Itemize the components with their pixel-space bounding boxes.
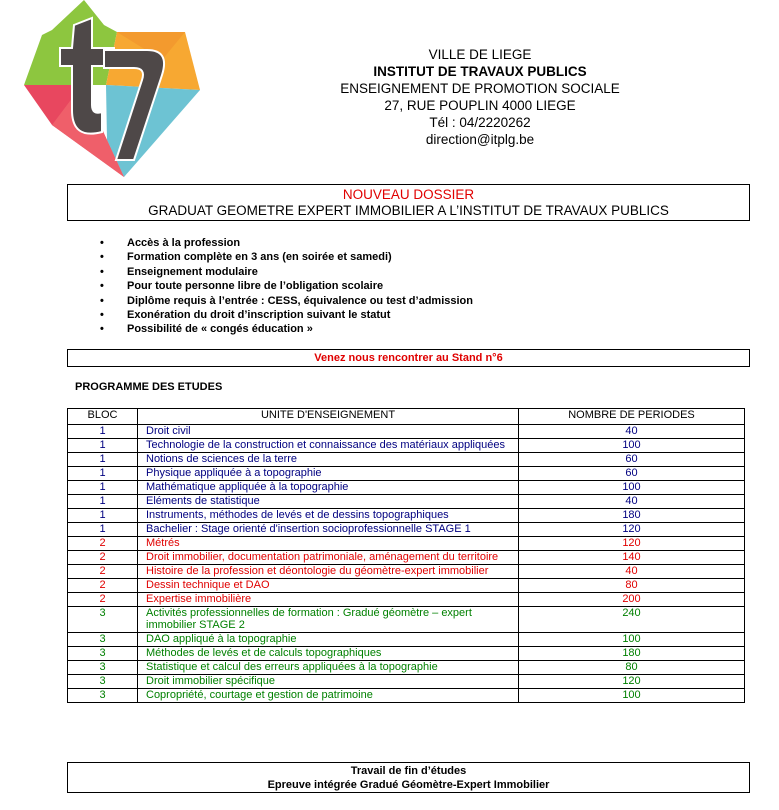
unit-cell: Statistique et calcul des erreurs appliquées à la topographie [138,661,519,675]
table-row [68,453,745,467]
bullet-icon: • [100,323,104,336]
bloc-cell: 3 [68,661,138,675]
bullet-icon: • [100,280,104,293]
list-item: • Pour toute personne libre de l’obligation scolaire [100,280,384,293]
bloc-cell: 1 [68,523,138,537]
table-row [68,579,745,593]
phone: Tél : 04/2220262 [429,115,531,130]
bloc-cell: 1 [68,509,138,523]
periods-cell: 40 [519,565,745,579]
bloc-cell: 1 [68,439,138,453]
table-row [68,607,745,633]
table-row [68,565,745,579]
unit-cell: Histoire de la profession et déontologie du géomètre-expert immobilier [138,565,519,579]
unit-cell: Expertise immobilière [138,593,519,607]
unit-cell: Bachelier : Stage orienté d'insertion socioprofessionnelle STAGE 1 [138,523,519,537]
bloc-cell: 1 [68,495,138,509]
unit-cell: Méthodes de levés et de calculs topographiques [138,647,519,661]
unit-cell: Droit immobilier, documentation patrimoniale, aménagement du territoire [138,551,519,565]
table-row [68,425,745,439]
table-row [68,467,745,481]
bullet-icon: • [100,294,104,307]
unit-cell: Technologie de la construction et connaissance des matériaux appliquées [138,439,519,453]
bullet-icon: • [100,251,104,264]
bloc-cell: 2 [68,579,138,593]
header-unit: UNITE D'ENSEIGNEMENT [138,409,519,425]
bloc-cell: 3 [68,689,138,703]
periods-cell: 120 [519,675,745,689]
periods-cell: 100 [519,439,745,453]
table-row [68,647,745,661]
table-body [68,425,745,703]
periods-cell: 100 [519,481,745,495]
table-row [68,661,745,675]
bloc-cell: 3 [68,633,138,647]
unit-cell: Physique appliquée à a topographie [138,467,519,481]
table-row [68,593,745,607]
periods-cell: 40 [519,425,745,439]
final-work-subtitle: Epreuve intégrée Gradué Géomètre-Expert Immobilier [267,778,550,791]
table-row [68,439,745,453]
bloc-cell: 2 [68,593,138,607]
unit-cell: DAO appliqué à la topographie [138,633,519,647]
table-row [68,551,745,565]
programme-title: PROGRAMME DES ETUDES [75,381,223,393]
periods-cell: 180 [519,509,745,523]
header-bloc: BLOC [68,409,138,425]
email: direction@itplg.be [425,132,535,147]
unit-cell: Activités professionnelles de formation : Gradué géomètre – expert immobilier STAGE 2 [138,607,519,633]
table-row [68,633,745,647]
bloc-cell: 3 [68,675,138,689]
periods-cell: 80 [519,579,745,593]
stand-banner: Venez nous rencontrer au Stand n°6 [67,349,750,367]
unit-cell: Dessin technique et DAO [138,579,519,593]
header-periods: NOMBRE DE PERIODES [519,409,745,425]
list-item: • Possibilité de « congés éducation » [100,323,313,336]
table-row [68,495,745,509]
unit-cell: Métrés [138,537,519,551]
periods-cell: 120 [519,523,745,537]
bloc-cell: 1 [68,481,138,495]
periods-cell: 100 [519,633,745,647]
periods-cell: 240 [519,607,745,633]
address: 27, RUE POUPLIN 4000 LIEGE [384,98,576,113]
periods-cell: 80 [519,661,745,675]
logo-icon [22,0,202,180]
table-row [68,675,745,689]
unit-cell: Eléments de statistique [138,495,519,509]
bloc-cell: 1 [68,467,138,481]
bloc-cell: 3 [68,647,138,661]
list-item: • Formation complète en 3 ans (en soirée et samedi) [100,251,392,264]
periods-cell: 140 [519,551,745,565]
table-row [68,509,745,523]
final-work-box [67,762,750,793]
list-item: • Diplôme requis à l’entrée : CESS, équivalence ou test d’admission [100,294,473,307]
periods-cell: 40 [519,495,745,509]
table-row [68,689,745,703]
headline: NOUVEAU DOSSIER [342,187,475,202]
table-row [68,537,745,551]
bloc-cell: 3 [68,607,138,633]
city-name: VILLE DE LIEGE [428,47,532,62]
table-header-row [68,409,745,425]
periods-cell: 120 [519,537,745,551]
unit-cell: Droit immobilier spécifique [138,675,519,689]
bloc-cell: 2 [68,537,138,551]
unit-cell: Copropriété, courtage et gestion de patrimoine [138,689,519,703]
periods-cell: 60 [519,453,745,467]
programme-table [67,408,745,703]
bloc-cell: 2 [68,551,138,565]
periods-cell: 60 [519,467,745,481]
periods-cell: 200 [519,593,745,607]
bullet-icon: • [100,237,104,249]
itp-logo [22,0,202,180]
final-work-title: Travail de fin d’études [350,765,467,777]
list-item: • Accès à la profession [100,237,241,249]
unit-cell: Mathématique appliquée à la topographie [138,481,519,495]
unit-cell: Notions de sciences de la terre [138,453,519,467]
bloc-cell: 1 [68,453,138,467]
education-type: ENSEIGNEMENT DE PROMOTION SOCIALE [340,81,620,96]
table-row [68,481,745,495]
unit-cell: Instruments, méthodes de levés et de dessins topographiques [138,509,519,523]
title-box [67,184,750,221]
table-row [68,523,745,537]
program-title: GRADUAT GEOMETRE EXPERT IMMOBILIER A L’INSTITUT DE TRAVAUX PUBLICS [148,203,669,218]
institute-name: INSTITUT DE TRAVAUX PUBLICS [373,64,587,79]
unit-cell: Droit civil [138,425,519,439]
bullet-icon: • [100,309,104,322]
periods-cell: 180 [519,647,745,661]
list-item: • Enseignement modulaire [100,265,258,278]
bloc-cell: 1 [68,425,138,439]
bullet-icon: • [100,265,104,278]
features-list [100,236,473,337]
institution-header [300,46,660,148]
list-item: • Exonération du droit d’inscription suivant le statut [100,309,391,322]
bloc-cell: 2 [68,565,138,579]
periods-cell: 100 [519,689,745,703]
